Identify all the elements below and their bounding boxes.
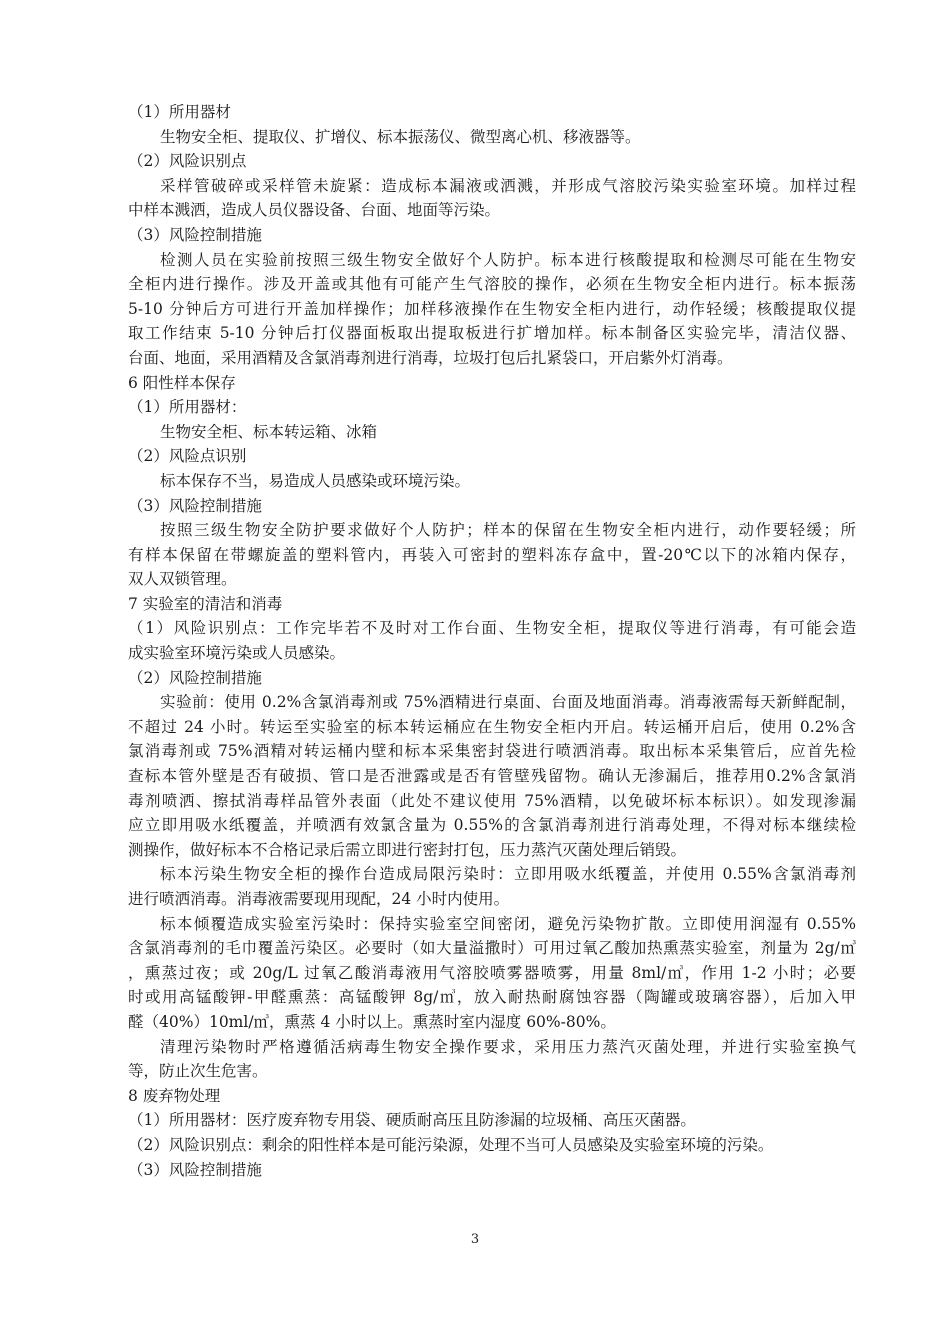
paragraph-line: 全柜内进行操作。涉及开盖或其他有可能产生气溶胶的操作，必须在生物安全柜内进行。标本振荡 [128, 275, 856, 294]
paragraph-line: 应立即用吸水纸覆盖，并喷洒有效氯含量为 0.55%的含氯消毒剂进行消毒处理，不得对标本继续检 [128, 816, 856, 835]
subheading: （3）风险控制措施 [128, 1160, 262, 1179]
paragraph-line: 5-10 分钟后方可进行开盖加样操作；加样移液操作在生物安全柜内进行，动作轻缓；核酸提取仪提 [128, 299, 856, 318]
paragraph-line: 时或用高锰酸钾-甲醛熏蒸：高锰酸钾 8g/㎥，放入耐热耐腐蚀容器（陶罐或玻璃容器），后加入甲 [128, 988, 856, 1007]
subheading: （3）风险控制措施 [128, 496, 262, 515]
paragraph-line: 测操作，做好标本不合格记录后需立即进行密封打包，压力蒸汽灭菌处理后销毁。 [128, 840, 687, 859]
paragraph-line: 双人双锁管理。 [128, 570, 237, 589]
paragraph-line: 中样本溅洒，造成人员仪器设备、台面、地面等污染。 [128, 201, 501, 220]
subheading: （3）风险控制措施 [128, 225, 262, 244]
paragraph-line: 进行喷洒消毒。消毒液需要现用现配，24 小时内使用。 [128, 890, 510, 908]
subheading: （2）风险识别点：剩余的阳性样本是可能污染源，处理不当可人员感染及实验室环境的污染。 [128, 1135, 774, 1154]
subheading: （1）所用器材 [128, 103, 231, 121]
paragraph-line: ，熏蒸过夜；或 20g/L 过氧乙酸消毒液用气溶胶喷雾器喷雾，用量 8ml/㎥，作用 1-2 小时；必要 [128, 963, 856, 982]
paragraph-line: 含氯消毒剂的毛巾覆盖污染区。必要时（如大量溢撒时）可用过氧乙酸加热熏蒸实验室，剂量为 2g/㎥ [128, 939, 856, 958]
paragraph-line: 采样管破碎或采样管未旋紧：造成标本漏液或洒溅，并形成气溶胶污染实验室环境。加样过程 [160, 176, 856, 195]
subheading: （1）风险识别点：工作完毕若不及时对工作台面、生物安全柜，提取仪等进行消毒，有可能会造 [128, 619, 856, 638]
subheading: （2）风险点识别 [128, 447, 247, 466]
paragraph-line: 台面、地面，采用酒精及含氯消毒剂进行消毒，垃圾打包后扎紧袋口，开启紫外灯消毒。 [128, 348, 733, 367]
paragraph-line: 取工作结束 5-10 分钟后打仪器面板取出提取板进行扩增加样。标本制备区实验完毕，清洁仪器、 [128, 324, 856, 343]
paragraph-line: 生物安全柜、提取仪、扩增仪、标本振荡仪、微型离心机、移液器等。 [160, 127, 641, 146]
subheading: （2）风险控制措施 [128, 668, 262, 687]
paragraph-line: 按照三级生物安全防护要求做好个人防护；样本的保留在生物安全柜内进行，动作要轻缓；所 [160, 521, 856, 540]
paragraph-line: 清理污染物时严格遵循活病毒生物安全操作要求，采用压力蒸汽灭菌处理，并进行实验室换气 [160, 1037, 856, 1056]
paragraph-line: 等，防止次生危害。 [128, 1062, 268, 1081]
subheading: （1）所用器材：医疗废弃物专用袋、硬质耐高压且防渗漏的垃圾桶、高压灭菌器。 [128, 1111, 696, 1130]
page-body [128, 100, 856, 1182]
section-heading: 6 阳性样本保存 [128, 373, 236, 392]
paragraph-line: 实验前：使用 0.2%含氯消毒剂或 75%酒精进行桌面、台面及地面消毒。消毒液需每天新鲜配制， [160, 693, 856, 712]
paragraph-line: 查标本管外壁是否有破损、管口是否泄露或是否有管壁残留物。确认无渗漏后，推荐用0.2%含氯消 [128, 767, 856, 786]
paragraph-line: 毒剂喷洒、擦拭消毒样品管外表面（此处不建议使用 75%酒精，以免破坏标本标识）。如发现渗漏 [128, 791, 856, 810]
paragraph-line: 成实验室环境污染或人员感染。 [128, 644, 346, 663]
paragraph-line: 检测人员在实验前按照三级生物安全做好个人防护。标本进行核酸提取和检测尽可能在生物安 [160, 250, 856, 269]
paragraph-line: 标本倾覆造成实验室污染时：保持实验室空间密闭，避免污染物扩散。立即使用润湿有 0.55% [160, 914, 856, 933]
paragraph-line: 醛（40%）10ml/㎥，熏蒸 4 小时以上。熏蒸时室内湿度 60%-80%。 [128, 1012, 616, 1031]
paragraph-line: 氯消毒剂或 75%酒精对转运桶内壁和标本采集密封袋进行喷洒消毒。取出标本采集管后，应首先检 [128, 742, 856, 761]
paragraph-line: 生物安全柜、标本转运箱、冰箱 [160, 422, 378, 441]
paragraph-line: 有样本保留在带螺旋盖的塑料管内，再装入可密封的塑料冻存盒中，置-20℃以下的冰箱内保存， [128, 545, 856, 564]
paragraph-line: 不超过 24 小时。转运至实验室的标本转运桶应在生物安全柜内开启。转运桶开启后，使用 0.2%含 [128, 717, 856, 736]
paragraph-line: 标本保存不当，易造成人员感染或环境污染。 [160, 471, 471, 490]
section-heading: 8 废弃物处理 [128, 1086, 221, 1105]
subheading: （1）所用器材： [128, 398, 247, 417]
subheading: （2）风险识别点 [128, 152, 247, 171]
paragraph-line: 标本污染生物安全柜的操作台造成局限污染时：立即用吸水纸覆盖，并使用 0.55%含氯消毒剂 [160, 865, 856, 884]
page-number: 3 [470, 1232, 480, 1247]
section-heading: 7 实验室的清洁和消毒 [128, 594, 283, 613]
